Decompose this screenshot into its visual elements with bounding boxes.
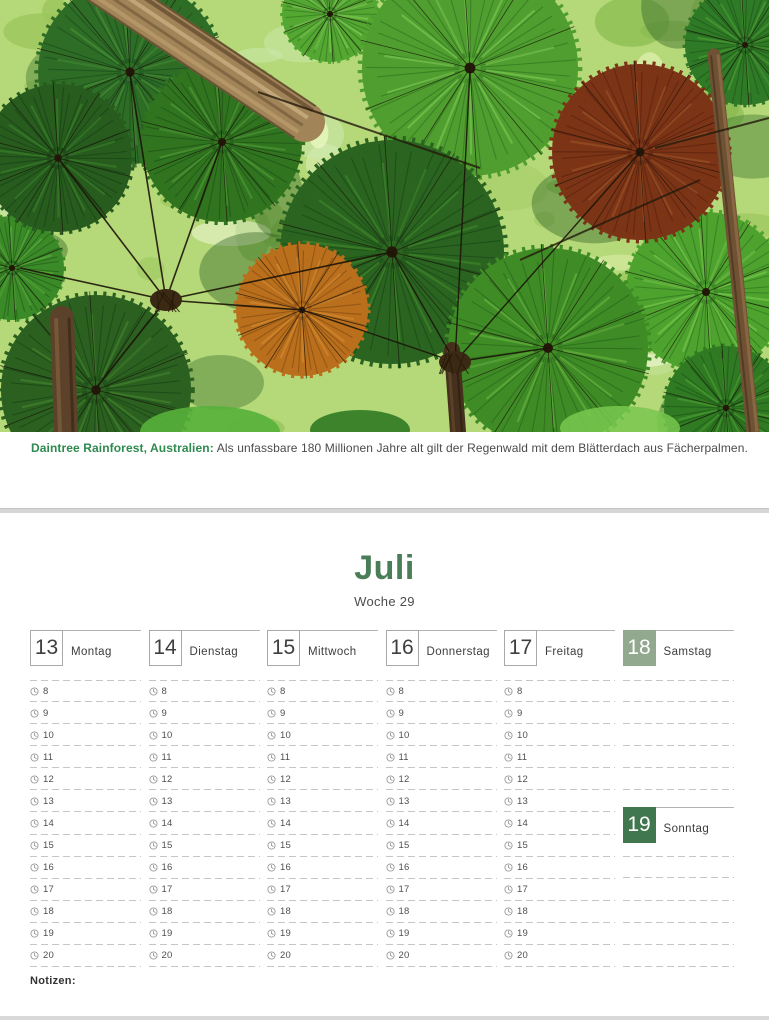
hour-label: 17 [161,884,173,896]
hour-label: 14 [398,818,410,829]
hour-label: 14 [161,818,173,829]
time-slot [504,724,615,746]
hour-label: 8 [517,685,523,697]
hour-label: 12 [161,773,173,785]
blank-line [623,724,734,746]
time-slot [386,923,497,945]
time-slot [504,945,615,967]
hour-label: 13 [517,795,528,807]
time-slot [386,746,497,768]
time-slot [386,857,497,879]
time-slot [267,702,378,724]
day-header [386,630,497,666]
clock-icon [504,731,513,740]
time-slot [30,702,141,724]
hour-label: 8 [161,685,167,697]
hour-label: 13 [398,795,410,807]
clock-icon [149,863,158,872]
hour-label: 12 [43,773,54,785]
hour-label: 14 [43,818,54,829]
day-number: 19 [623,807,656,843]
day-number: 14 [149,630,182,666]
clock-icon [267,951,276,960]
clock-icon [267,863,276,872]
hour-label: 13 [43,795,54,807]
time-slot [504,680,615,702]
clock-icon [267,819,276,828]
hour-label: 19 [517,928,528,940]
clock-icon [149,797,158,806]
time-slot [149,724,260,746]
time-slot [30,680,141,702]
hour-label: 15 [161,840,173,852]
time-slot [386,835,497,857]
clock-icon [267,929,276,938]
clock-icon [504,929,513,938]
clock-icon [386,709,395,718]
time-slot [30,945,141,967]
hour-label: 19 [161,928,173,940]
day-name: Dienstag [189,645,239,658]
blank-line [623,878,734,900]
time-slot [30,857,141,879]
bottom-edge [0,1016,769,1020]
clock-icon [386,753,395,762]
hour-label: 19 [398,928,410,940]
hour-label: 15 [517,840,528,852]
clock-icon [386,841,395,850]
time-slot [267,901,378,923]
clock-icon [30,753,39,762]
clock-icon [386,951,395,960]
blank-line [623,856,734,878]
clock-icon [149,885,158,894]
clock-icon [30,863,39,872]
caption-text: Als unfassbare 180 Millionen Jahre alt gilt der Regenwald mit dem Blätterdach aus Fächerpalmen. [216,441,748,455]
day-number: 13 [30,630,63,666]
blank-line [623,746,734,768]
hour-label: 18 [280,906,291,918]
hour-label: 20 [398,950,410,962]
time-slot [386,702,497,724]
time-slot [267,768,378,790]
hour-label: 16 [280,862,291,874]
clock-icon [504,709,513,718]
time-slots [30,680,141,967]
time-slot [149,746,260,768]
hour-label: 17 [43,884,54,896]
hour-label: 16 [517,862,528,874]
clock-icon [386,819,395,828]
rainforest-photo-art [0,0,769,432]
clock-icon [30,775,39,784]
clock-icon [267,841,276,850]
time-slot [30,724,141,746]
blank-line [623,768,734,790]
time-slot [149,835,260,857]
hour-label: 9 [280,707,286,719]
caption-location: Daintree Rainforest, Australien: [31,441,214,455]
hour-label: 11 [280,751,291,763]
hour-label: 12 [280,773,291,785]
time-slot [30,923,141,945]
hour-label: 16 [161,862,173,874]
clock-icon [504,841,513,850]
blank-line [623,680,734,702]
clock-icon [30,797,39,806]
time-slot [149,923,260,945]
time-slot [267,724,378,746]
time-slot [267,879,378,901]
hour-label: 18 [43,906,54,918]
day-number: 16 [386,630,419,666]
clock-icon [386,687,395,696]
hour-label: 10 [43,729,54,741]
hour-label: 10 [517,729,528,741]
hour-label: 12 [398,773,410,785]
hour-label: 8 [43,685,49,697]
clock-icon [30,929,39,938]
rainforest-photo [0,0,769,432]
hour-label: 10 [280,729,291,741]
hour-label: 9 [517,707,523,719]
hour-label: 14 [517,818,528,829]
clock-icon [149,775,158,784]
clock-icon [504,885,513,894]
time-slot [386,680,497,702]
time-slot [30,812,141,834]
day-column-mittwoch [267,630,386,967]
time-slot [386,901,497,923]
clock-icon [504,687,513,696]
clock-icon [386,775,395,784]
clock-icon [386,863,395,872]
time-slot [30,901,141,923]
day-name: Mittwoch [308,645,357,658]
hour-label: 18 [398,906,410,918]
hour-label: 15 [43,840,54,852]
clock-icon [504,819,513,828]
week-grid [30,630,741,967]
clock-icon [149,687,158,696]
time-slot [149,702,260,724]
hour-label: 9 [398,707,404,719]
time-slot [30,835,141,857]
time-slot [386,945,497,967]
time-slot [149,901,260,923]
hour-label: 12 [517,773,528,785]
day-header [149,630,260,666]
hour-label: 17 [398,884,410,896]
time-slots [267,680,378,967]
clock-icon [504,863,513,872]
time-slot [267,812,378,834]
day-name: Freitag [545,645,584,658]
day-name: Samstag [663,645,712,658]
hour-label: 19 [43,928,54,940]
clock-icon [504,797,513,806]
time-slot [149,768,260,790]
clock-icon [386,885,395,894]
time-slot [504,790,615,812]
weekend-column [623,630,742,967]
time-slot [149,945,260,967]
hour-label: 20 [517,950,528,962]
time-slot [267,790,378,812]
time-slot [386,812,497,834]
hour-label: 10 [161,729,173,741]
day-header [30,630,141,666]
clock-icon [386,731,395,740]
photo-caption [31,441,751,457]
time-slot [504,923,615,945]
time-slot [504,901,615,923]
clock-icon [504,753,513,762]
day-header [623,630,734,666]
time-slot [386,724,497,746]
hour-label: 15 [280,840,291,852]
clock-icon [504,775,513,784]
hour-label: 13 [280,795,291,807]
time-slots [504,680,615,967]
clock-icon [386,929,395,938]
hour-label: 14 [280,818,291,829]
time-slot [149,790,260,812]
day-number: 18 [623,630,656,666]
clock-icon [267,731,276,740]
notes-label: Notizen: [30,975,76,987]
time-slot [267,923,378,945]
clock-icon [149,929,158,938]
time-slot [504,768,615,790]
week-number: Woche 29 [354,594,415,609]
blank-line [623,923,734,945]
hour-label: 11 [161,751,172,763]
time-slot [149,680,260,702]
time-slot [30,790,141,812]
hour-label: 11 [398,751,409,763]
hour-label: 17 [280,884,291,896]
hour-label: 13 [161,795,173,807]
blank-lines [623,680,734,790]
hour-label: 20 [43,950,54,962]
time-slot [267,680,378,702]
time-slot [30,746,141,768]
hour-label: 20 [280,950,291,962]
day-name: Donnerstag [426,645,490,658]
clock-icon [30,687,39,696]
clock-icon [267,885,276,894]
time-slot [267,746,378,768]
clock-icon [30,951,39,960]
time-slot [504,702,615,724]
hour-label: 17 [517,884,528,896]
time-slot [149,812,260,834]
clock-icon [149,819,158,828]
clock-icon [386,797,395,806]
time-slot [504,746,615,768]
clock-icon [267,907,276,916]
clock-icon [30,709,39,718]
day-column-dienstag [149,630,268,967]
time-slot [504,857,615,879]
clock-icon [504,951,513,960]
time-slot [386,879,497,901]
time-slot [267,857,378,879]
day-column-montag [30,630,149,967]
clock-icon [149,731,158,740]
day-name: Sonntag [663,822,710,835]
day-header [623,807,734,843]
clock-icon [149,709,158,718]
hour-label: 19 [280,928,291,940]
day-column-freitag [504,630,623,967]
calendar-section [0,513,769,1016]
hour-label: 8 [398,685,404,697]
clock-icon [267,775,276,784]
hour-label: 18 [161,906,173,918]
blank-line [623,901,734,923]
time-slot [504,879,615,901]
time-slot [267,835,378,857]
clock-icon [267,753,276,762]
hour-label: 11 [517,751,528,763]
clock-icon [267,687,276,696]
clock-icon [267,709,276,718]
time-slot [30,879,141,901]
time-slot [149,857,260,879]
time-slot [504,812,615,834]
clock-icon [30,885,39,894]
hour-label: 10 [398,729,410,741]
month-title: Juli [354,549,415,587]
blank-line [623,702,734,724]
time-slot [386,768,497,790]
time-slot [149,879,260,901]
day-column-donnerstag [386,630,505,967]
time-slot [267,945,378,967]
hour-label: 16 [398,862,410,874]
hour-label: 9 [43,707,49,719]
hour-label: 8 [280,685,286,697]
clock-icon [30,907,39,916]
clock-icon [30,819,39,828]
day-number: 15 [267,630,300,666]
time-slot [386,790,497,812]
day-number: 17 [504,630,537,666]
hour-label: 15 [398,840,410,852]
hour-label: 11 [43,751,54,763]
hour-label: 18 [517,906,528,918]
clock-icon [504,907,513,916]
time-slots [386,680,497,967]
clock-icon [267,797,276,806]
time-slot [30,768,141,790]
clock-icon [149,907,158,916]
blank-lines [623,856,734,966]
day-header [504,630,615,666]
hour-label: 9 [161,707,167,719]
clock-icon [149,753,158,762]
day-header [267,630,378,666]
clock-icon [149,841,158,850]
day-name: Montag [71,645,112,658]
clock-icon [30,841,39,850]
time-slots [149,680,260,967]
clock-icon [149,951,158,960]
clock-icon [386,907,395,916]
time-slot [504,835,615,857]
hour-label: 20 [161,950,173,962]
clock-icon [30,731,39,740]
blank-line [623,945,734,967]
hour-label: 16 [43,862,54,874]
